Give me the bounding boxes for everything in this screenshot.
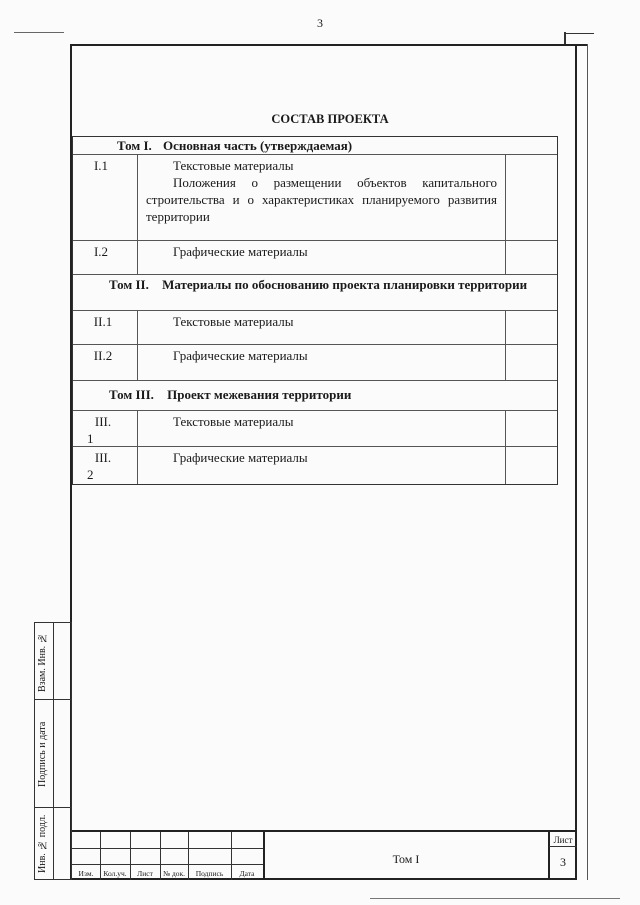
item-code: II.1 [73,311,138,344]
frame-line [587,44,588,880]
page-cell [506,447,557,484]
tb-list: Лист [137,869,153,878]
tb-podpis: Подпись [195,869,224,878]
item-code-bottom: 2 [87,467,94,482]
page-cell [506,411,557,446]
table-row [73,311,557,345]
section-title: Проект межевания территории [167,387,352,402]
item-code: I.1 [73,155,138,240]
table-row [73,155,557,241]
page-number: 3 [317,16,323,30]
frame-line [566,33,594,34]
tb-data: Дата [239,869,255,878]
tb-sheet-label: Лист [553,835,573,845]
item-code: II.2 [73,345,138,380]
tb-n-dok: № док. [162,869,186,878]
table-row [73,411,557,447]
margin-stamp [34,622,72,880]
section-heading [73,275,557,311]
item-title: Текстовые материалы [173,158,294,173]
item-title: Графические материалы [173,244,308,259]
section-heading [73,137,557,155]
section-prefix: Том III. [109,387,154,402]
tb-kol-uch: Кол.уч. [103,869,127,878]
stamp-label-podpis: Подпись и дата [37,721,48,787]
section-prefix: Том II. [109,277,149,292]
item-code: I.2 [73,241,138,274]
page-cell [506,155,557,240]
item-code-top: III. [94,450,112,465]
page-cell [506,241,557,274]
tb-sheet-number: 3 [560,855,566,869]
title-block [72,830,577,880]
item-description: Положения о размещении объектов капитального строительства и о характеристиках планируемого развития территории [146,175,497,224]
item-title: Графические материалы [173,450,308,465]
section-prefix: Том I. [117,138,152,153]
section-heading [73,381,557,411]
item-code [73,447,138,484]
page-cell [506,345,557,380]
tb-document: Том I [392,852,420,866]
table-row [73,241,557,275]
item-code [73,411,138,446]
stamp-divider [53,623,54,879]
frame-line [14,32,64,33]
scan-edge-line [370,898,620,899]
section-title: Основная часть (утверждаемая) [163,138,353,153]
item-content [138,155,506,240]
table-row [73,345,557,381]
table-row [73,447,557,484]
section-title: Материалы по обоснованию проекта планировки территории [162,277,528,292]
stamp-label-vzam: Взам. Инв. № [37,632,48,692]
tb-izm: Изм. [78,869,94,878]
item-title: Текстовые материалы [173,314,294,329]
item-title: Текстовые материалы [173,414,294,429]
item-code-bottom: 1 [87,431,94,446]
stamp-label-inv: Инв. № подл. [37,814,48,874]
item-code-top: III. [94,414,112,429]
page-cell [506,311,557,344]
contents-table [72,136,558,485]
page-title: СОСТАВ ПРОЕКТА [271,112,389,126]
item-title: Графические материалы [173,348,308,363]
